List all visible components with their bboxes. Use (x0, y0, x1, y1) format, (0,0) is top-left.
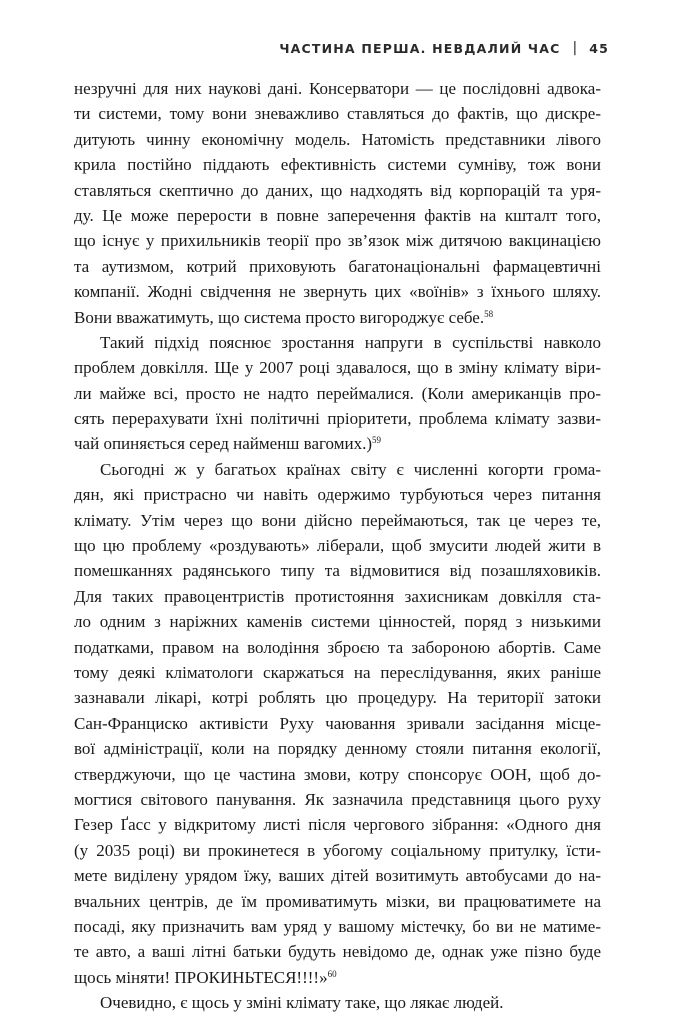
page-number: 45 (589, 40, 609, 56)
text-line: незручні для них наукові дані. Консерватори — це послідовні адвока- (74, 79, 601, 98)
running-header (279, 40, 609, 56)
text-line: дитують чинну економічну модель. Натомість представники лівого (74, 129, 601, 149)
text-line: зазнавали лікарі, котрі роблять цю процедуру. На території затоки (74, 688, 601, 708)
text-line: ли майже всі, просто не надто переймалися. (Коли американців про- (74, 383, 601, 403)
text-line: те авто, а ваші літні батьки будуть невідомо де, однак уже пізно буде (74, 942, 601, 962)
text-line: щось міняти! ПРОКИНЬТЕСЯ!!!!»$^{60}$ (74, 967, 337, 987)
text-line: стверджуючи, що це частина змови, котру спонсорує ООН, щоб до- (74, 764, 601, 784)
text-line: мете виділену урядом їжу, ваших дітей возитимуть автобусами до на- (74, 866, 601, 886)
text-line: ставляться скептично до даних, що надходять від корпорацій та уря- (74, 180, 601, 200)
paragraph (74, 76, 601, 330)
running-title: ЧАСТИНА ПЕРША. НЕВДАЛИЙ ЧАС (279, 40, 561, 56)
text-line: Сьогодні ж у багатьох країнах світу є численні когорти грома- (100, 459, 601, 479)
paragraph (74, 457, 601, 990)
text-line: що цю проблему «роздувають» ліберали, щоб змусити людей жити в (74, 536, 601, 556)
text-line: Очевидно, є щось у зміні клімату таке, що лякає людей. (100, 993, 504, 1013)
footnote-ref: 60 (327, 968, 337, 979)
text-line: що існує у прихильників теорії про зв’язок між дитячою вакцинацією (74, 231, 601, 251)
text-line: сять перерахувати їхні політичні пріоритети, проблема клімату зазви- (74, 409, 601, 429)
header-separator: | (572, 40, 578, 56)
text-line: клімату. Утім через що вони дійсно переймаються, так це через те, (74, 510, 601, 530)
text-line: вчальних центрів, де їм промиватимуть мізки, ви працюватимете на (74, 891, 601, 911)
text-line: посаді, яку призначить вам уряд у вашому містечку, бо ви не матиме- (74, 916, 601, 936)
text-line: Гезер Ґасс у відкритому листі після чергового зібрання: «Одного дня (74, 815, 601, 835)
text-line: крила постійно піддають ефективність системи сумніву, тож вони (74, 155, 601, 175)
footnote-ref: 59 (372, 435, 381, 446)
text-line: Для таких правоцентристів протистояння захисникам довкілля ста- (74, 586, 601, 606)
text-line: Такий підхід пояснює зростання напруги в суспільстві навколо (100, 332, 601, 352)
text-line: проблем довкілля. Ще у 2007 році здавалося, що в зміну клімату віри- (74, 358, 601, 378)
text-line: Вони вважатимуть, що система просто вигороджує себе.$^{58}$ (74, 307, 494, 327)
text-line: компанії. Жодні свідчення не звернуть цих «воїнів» з їхнього шляху. (74, 282, 601, 302)
text-line: могтися світового панування. Як зазначила представниця цього руху (74, 789, 601, 809)
text-line: ло одним з наріжних каменів системи цінностей, поряд з низькими (74, 612, 601, 632)
text-line: дян, які пристрасно чи навіть одержимо турбуються через питання (74, 485, 601, 505)
paragraph (74, 330, 601, 457)
text-line: (у 2035 році) ви прокинетеся в убогому соціальному притулку, їсти- (74, 840, 601, 860)
text-line: тому деякі кліматологи скаржаться на переслідування, яких раніше (74, 662, 601, 682)
body-text (74, 76, 601, 1015)
text-line: ти системи, тому вони зневажливо ставляться до фактів, що дискре- (74, 104, 601, 124)
text-line: чай опиняється серед найменш вагомих.)$^{59}$ (74, 434, 381, 454)
text-line: податками, правом на володіння зброєю та забороною абортів. Саме (74, 637, 601, 657)
paragraph (74, 990, 601, 1015)
text-line: ду. Це може перерости в повне заперечення фактів на кшталт того, (74, 205, 601, 225)
text-line: Сан-Франциско активісти Руху чаювання зривали засідання місце- (74, 713, 601, 733)
text-line: та аутизмом, котрий приховують багатонаціональні фармацевтичні (74, 256, 601, 276)
text-line: помешканнях радянського типу та відмовитися від позашляховиків. (74, 561, 601, 581)
footnote-ref: 58 (484, 308, 494, 319)
text-line: вої адміністрації, коли на порядку денному стояли питання екології, (74, 739, 601, 759)
